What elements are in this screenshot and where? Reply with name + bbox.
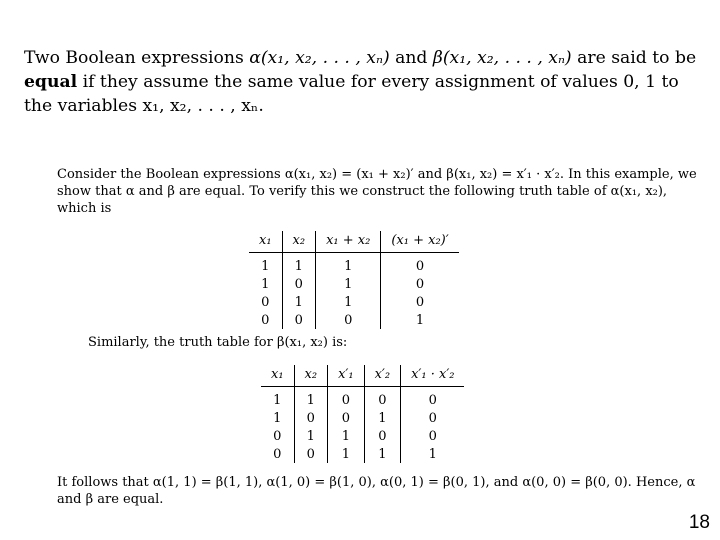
- table-cell: 0: [428, 428, 437, 444]
- table-row: [261, 445, 464, 463]
- beta-expression: β(x₁, x₂, . . . , xₙ): [432, 48, 572, 68]
- table-cell: 1: [328, 445, 365, 463]
- beta-header-product: x′₁ · x′₂: [401, 365, 465, 387]
- alpha-expression: α(x₁, x₂, . . . , xₙ): [249, 48, 390, 68]
- table-row: [249, 253, 459, 276]
- table-cell: 1: [364, 409, 401, 427]
- table-cell: 1: [415, 312, 425, 328]
- table-cell: 0: [415, 258, 425, 274]
- table-cell: 0: [261, 445, 294, 463]
- table-cell: 0: [428, 392, 437, 408]
- table-cell: 1: [282, 293, 316, 311]
- table-cell: 1: [282, 253, 316, 276]
- beta-header-x2: x₂: [294, 365, 328, 387]
- table-cell: 1: [294, 387, 328, 410]
- table-cell: 1: [316, 293, 381, 311]
- table-row: [249, 293, 459, 311]
- example-intro: Consider the Boolean expressions α(x₁, x₂) = (x₁ + x₂)′ and β(x₁, x₂) = x′₁ · x′₂. In this example, we show that α and β are equal. To verify this we construct the following truth table of α(x₁, x₂), which is: [57, 167, 697, 216]
- table-cell: 0: [282, 275, 316, 293]
- equal-term: equal: [24, 72, 78, 92]
- table-cell: 1: [316, 275, 381, 293]
- table-cell: 0: [294, 409, 328, 427]
- alpha-truth-table: [249, 231, 459, 329]
- table-cell: 1: [261, 387, 294, 410]
- table-cell: 1: [249, 253, 282, 276]
- table-cell: 0: [415, 294, 425, 310]
- definition-lead: Two Boolean expressions: [24, 48, 250, 68]
- beta-header-x1-complement: x′₁: [328, 365, 365, 387]
- definition-and: and: [389, 48, 433, 68]
- table-cell: 0: [282, 311, 316, 329]
- table-cell: 0: [428, 410, 437, 426]
- alpha-header-x2: x₂: [282, 231, 316, 253]
- table-row: [261, 409, 464, 427]
- table-cell: 1: [364, 445, 401, 463]
- example-conclusion: It follows that α(1, 1) = β(1, 1), α(1, 0) = β(1, 0), α(0, 1) = β(0, 1), and α(0, 0) = β(0, 0). Hence, α and β are equal.: [57, 475, 696, 507]
- table-cell: 1: [261, 409, 294, 427]
- beta-header-x1: x₁: [261, 365, 294, 387]
- beta-header-x2-complement: x′₂: [364, 365, 401, 387]
- table-row: [249, 311, 459, 329]
- table-cell: 1: [294, 427, 328, 445]
- definition-mid: are said to be: [571, 48, 697, 68]
- alpha-header-sum: x₁ + x₂: [316, 231, 381, 253]
- table-cell: 0: [249, 293, 282, 311]
- table-cell: 1: [316, 253, 381, 276]
- alpha-header-complement: (x₁ + x₂)′: [381, 231, 459, 253]
- table-cell: 0: [328, 409, 365, 427]
- table-cell: 0: [415, 276, 425, 292]
- table-cell: 1: [428, 446, 437, 462]
- alpha-header-x1: x₁: [249, 231, 282, 253]
- page-number: 18: [688, 512, 710, 533]
- table-cell: 0: [328, 387, 365, 410]
- beta-truth-table: [261, 365, 464, 463]
- table-row: [249, 275, 459, 293]
- table-cell: 1: [328, 427, 365, 445]
- table-cell: 0: [364, 387, 401, 410]
- table-cell: 0: [316, 311, 381, 329]
- table-cell: 1: [249, 275, 282, 293]
- table-row: [261, 387, 464, 410]
- table-cell: 0: [261, 427, 294, 445]
- table-cell: 0: [249, 311, 282, 329]
- definition-tail: if they assume the same value for every assignment of values 0, 1 to the variables x₁, x₂, . . . , xₙ.: [24, 72, 679, 116]
- example-similarly: Similarly, the truth table for β(x₁, x₂) is:: [88, 335, 348, 350]
- table-cell: 0: [294, 445, 328, 463]
- table-row: [261, 427, 464, 445]
- definition-paragraph: [24, 46, 704, 118]
- table-cell: 0: [364, 427, 401, 445]
